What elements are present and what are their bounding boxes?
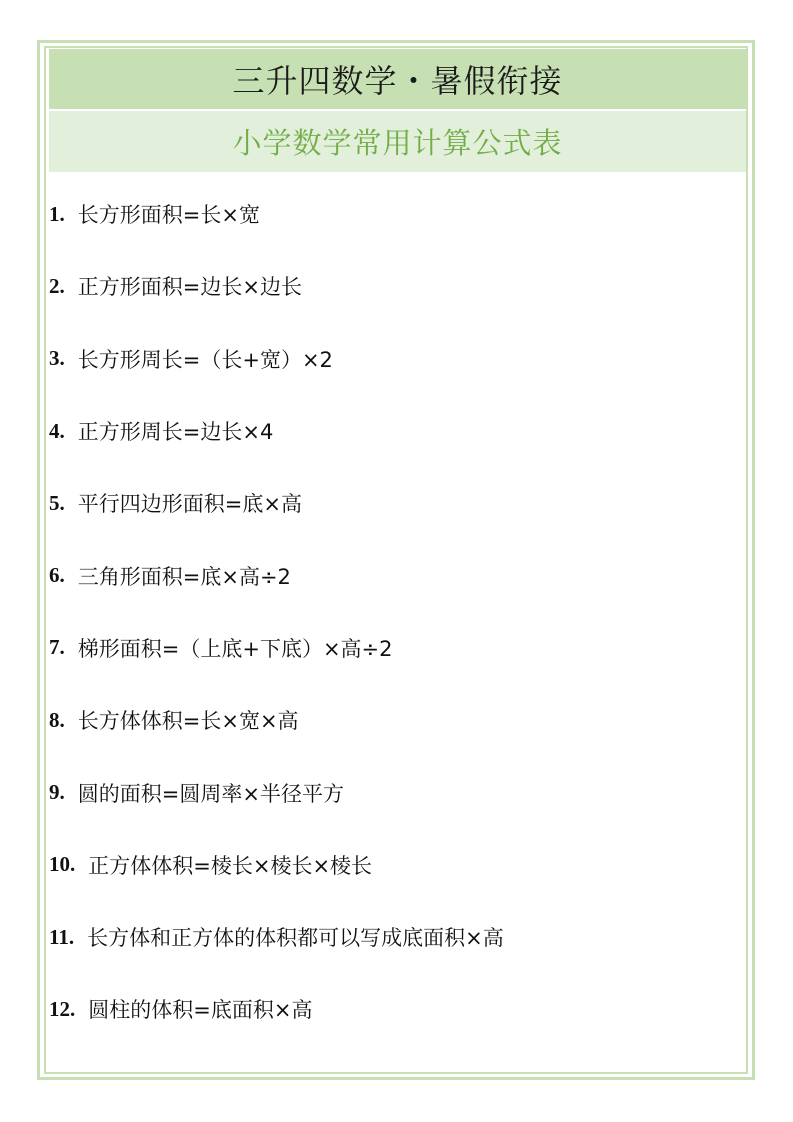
formula-list <box>49 178 739 1046</box>
formula-number: 12. <box>49 996 76 1021</box>
formula-item <box>49 250 739 322</box>
formula-number: 4. <box>49 418 65 443</box>
formula-item <box>49 539 739 611</box>
formula-number: 9. <box>49 780 65 805</box>
formula-text: 正方形面积=边长×边长 <box>77 275 302 300</box>
title-banner <box>49 49 746 109</box>
formula-item <box>49 973 739 1045</box>
formula-text: 长方体体积=长×宽×高 <box>77 709 299 734</box>
formula-text: 长方形周长=（长+宽）×2 <box>77 347 333 372</box>
page-title: 三升四数学・暑假衔接 <box>232 62 563 100</box>
formula-item <box>49 323 739 395</box>
formula-text: 正方体体积=棱长×棱长×棱长 <box>88 853 373 878</box>
formula-text: 三角形面积=底×高÷2 <box>77 564 291 589</box>
formula-text: 正方形周长=边长×4 <box>77 420 274 445</box>
formula-number: 11. <box>49 924 75 949</box>
formula-number: 2. <box>49 273 65 298</box>
page-subtitle: 小学数学常用计算公式表 <box>232 126 563 160</box>
formula-item <box>49 901 739 973</box>
formula-number: 5. <box>49 490 65 515</box>
formula-text: 长方体和正方体的体积都可以写成底面积×高 <box>87 926 504 951</box>
formula-text: 圆的面积=圆周率×半径平方 <box>77 781 344 806</box>
formula-text: 圆柱的体积=底面积×高 <box>88 998 313 1023</box>
formula-item <box>49 178 739 250</box>
formula-number: 3. <box>49 346 65 371</box>
subtitle-banner <box>49 111 746 172</box>
formula-item <box>49 612 739 684</box>
formula-number: 10. <box>49 852 76 877</box>
formula-text: 梯形面积=（上底+下底）×高÷2 <box>77 636 393 661</box>
formula-number: 1. <box>49 201 65 226</box>
formula-number: 8. <box>49 707 65 732</box>
formula-text: 长方形面积=长×宽 <box>77 203 260 228</box>
formula-item <box>49 756 739 828</box>
formula-number: 6. <box>49 563 65 588</box>
formula-item <box>49 684 739 756</box>
formula-item <box>49 467 739 539</box>
formula-item <box>49 829 739 901</box>
formula-item <box>49 395 739 467</box>
formula-number: 7. <box>49 635 65 660</box>
formula-text: 平行四边形面积=底×高 <box>77 492 302 517</box>
